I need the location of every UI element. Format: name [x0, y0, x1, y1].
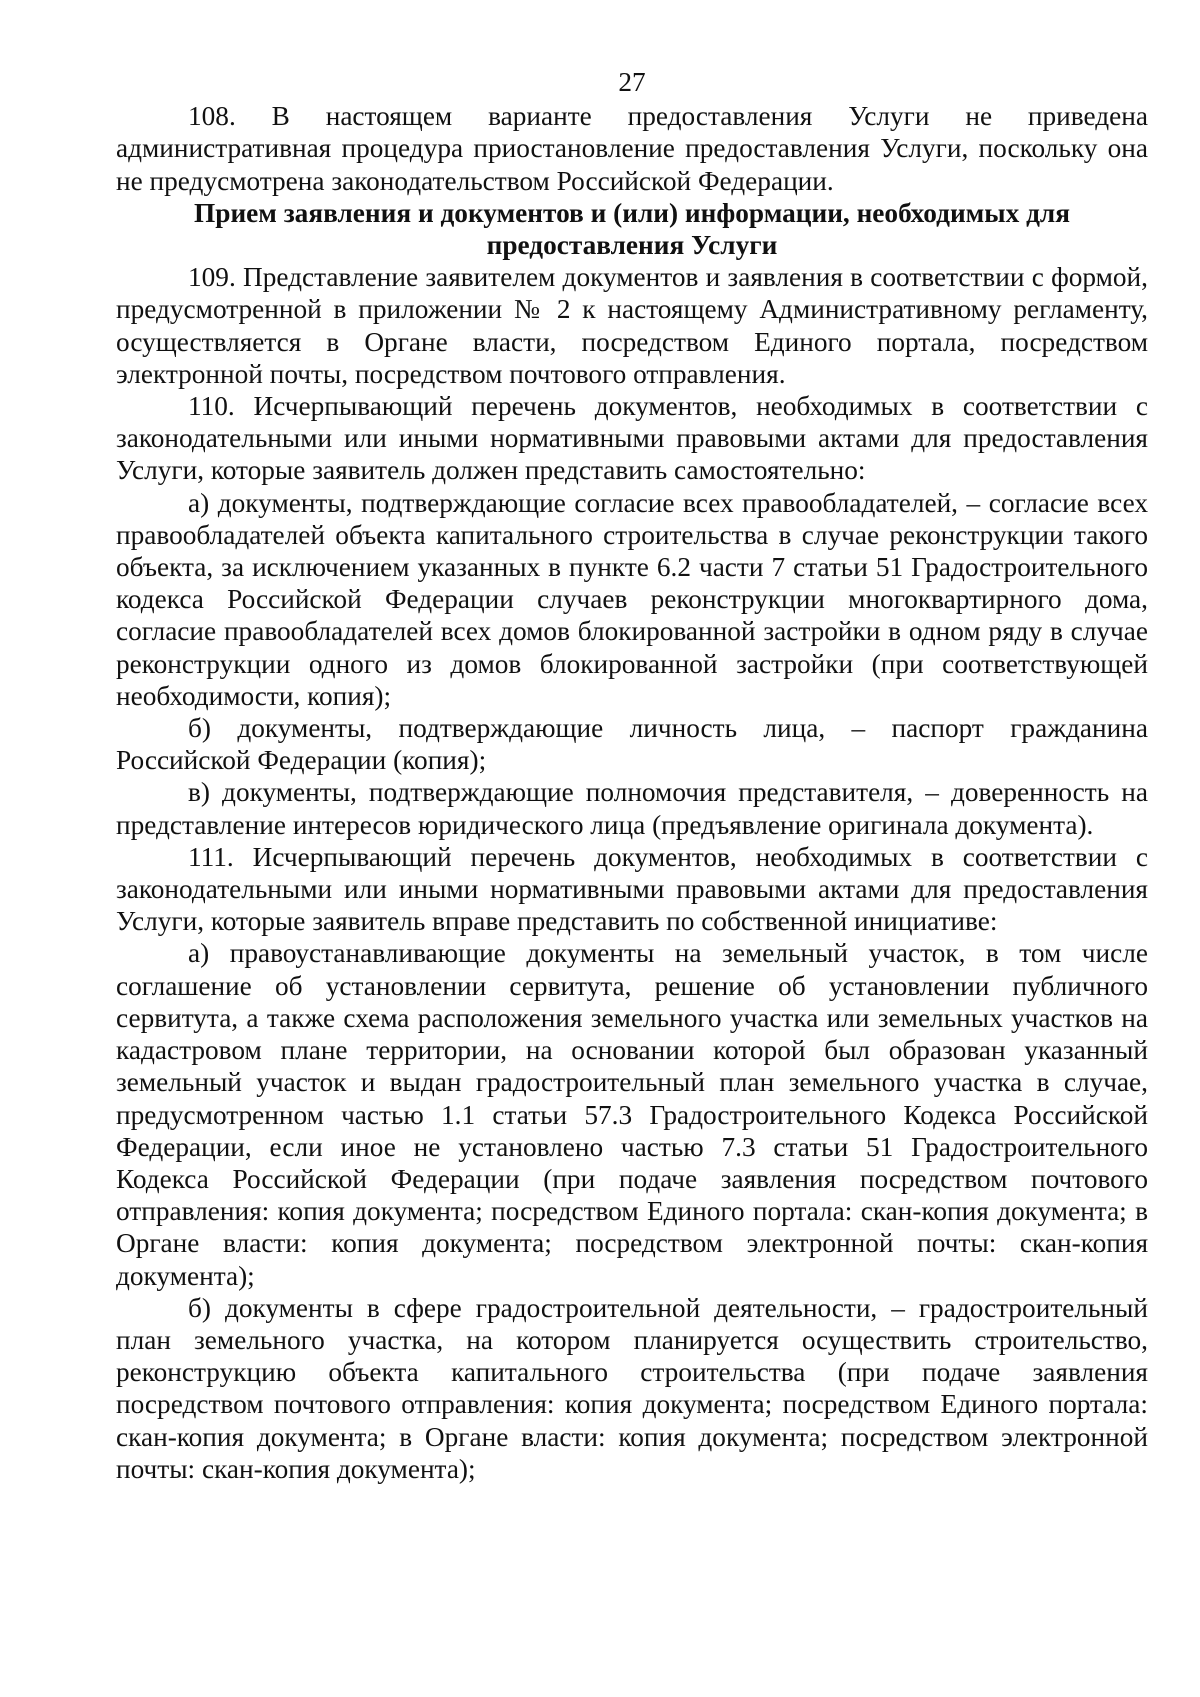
paragraph-110-a: а) документы, подтверждающие согласие всех правообладателей, – согласие всех правообладателей объекта капитального строительства в случае реконструкции такого объекта, за исключением указанных в пункте 6.2 части 7 статьи 51 Градостроительного кодекса Российской Федерации случаев реконструкции многоквартирного дома, согласие правообладателей всех домов блокированной застройки в одном ряду в случае реконструкции одного из домов блокированной застройки (при соответствующей необходимости, копия);: [116, 487, 1148, 711]
paragraph-108: 108. В настоящем варианте предоставления Услуги не приведена административная процедура приостановление предоставления Услуги, поскольку она не предусмотрена законодательством Российской Федерации.: [116, 101, 1148, 196]
paragraph-110-b: б) документы, подтверждающие личность лица, – паспорт гражданина Российской Федерации (копия);: [116, 713, 1148, 776]
document-page: [116, 66, 1148, 1485]
section-heading: Прием заявления и документов и (или) информации, необходимых для предоставления Услуги: [194, 197, 1070, 261]
paragraph-111: 111. Исчерпывающий перечень документов, необходимых в соответствии с законодательными или иными нормативными правовыми актами для предоставления Услуги, которые заявитель вправе представить по собственной инициативе:: [116, 841, 1148, 937]
paragraph-109: 109. Представление заявителем документов и заявления в соответствии с формой, предусмотренной в приложении № 2 к настоящему Административному регламенту, осуществляется в Органе власти, посредством Единого портала, посредством электронной почты, посредством почтового отправления.: [116, 262, 1148, 389]
paragraph-110: 110. Исчерпывающий перечень документов, необходимых в соответствии с законодательными или иными нормативными правовыми актами для предоставления Услуги, которые заявитель должен представить самостоятельно:: [116, 391, 1148, 486]
paragraph-110-v: в) документы, подтверждающие полномочия представителя, – доверенность на представление интересов юридического лица (предъявление оригинала документа).: [116, 777, 1148, 840]
paragraph-111-b: б) документы в сфере градостроительной деятельности, – градостроительный план земельного участка, на котором планируется осуществить строительство, реконструкцию объекта капитального строительства (при подаче заявления посредством почтового отправления: копия документа; посредством Единого портала: скан-копия документа; в Органе власти: копия документа; посредством электронной почты: скан-копия документа);: [116, 1292, 1148, 1484]
paragraph-111-a: а) правоустанавливающие документы на земельный участок, в том числе соглашение об установлении сервитута, решение об установлении публичного сервитута, а также схема расположения земельного участка или земельных участков на кадастровом плане территории, на основании которой был образован указанный земельный участок и выдан градостроительный план земельного участка в случае, предусмотренном частью 1.1 статьи 57.3 Градостроительного Кодекса Российской Федерации, если иное не установлено частью 7.3 статьи 51 Градостроительного Кодекса Российской Федерации (при подаче заявления посредством почтового отправления: копия документа; посредством Единого портала: скан-копия документа; в Органе власти: копия документа; посредством электронной почты: скан-копия документа);: [116, 938, 1148, 1291]
page-number: 27: [618, 67, 646, 97]
